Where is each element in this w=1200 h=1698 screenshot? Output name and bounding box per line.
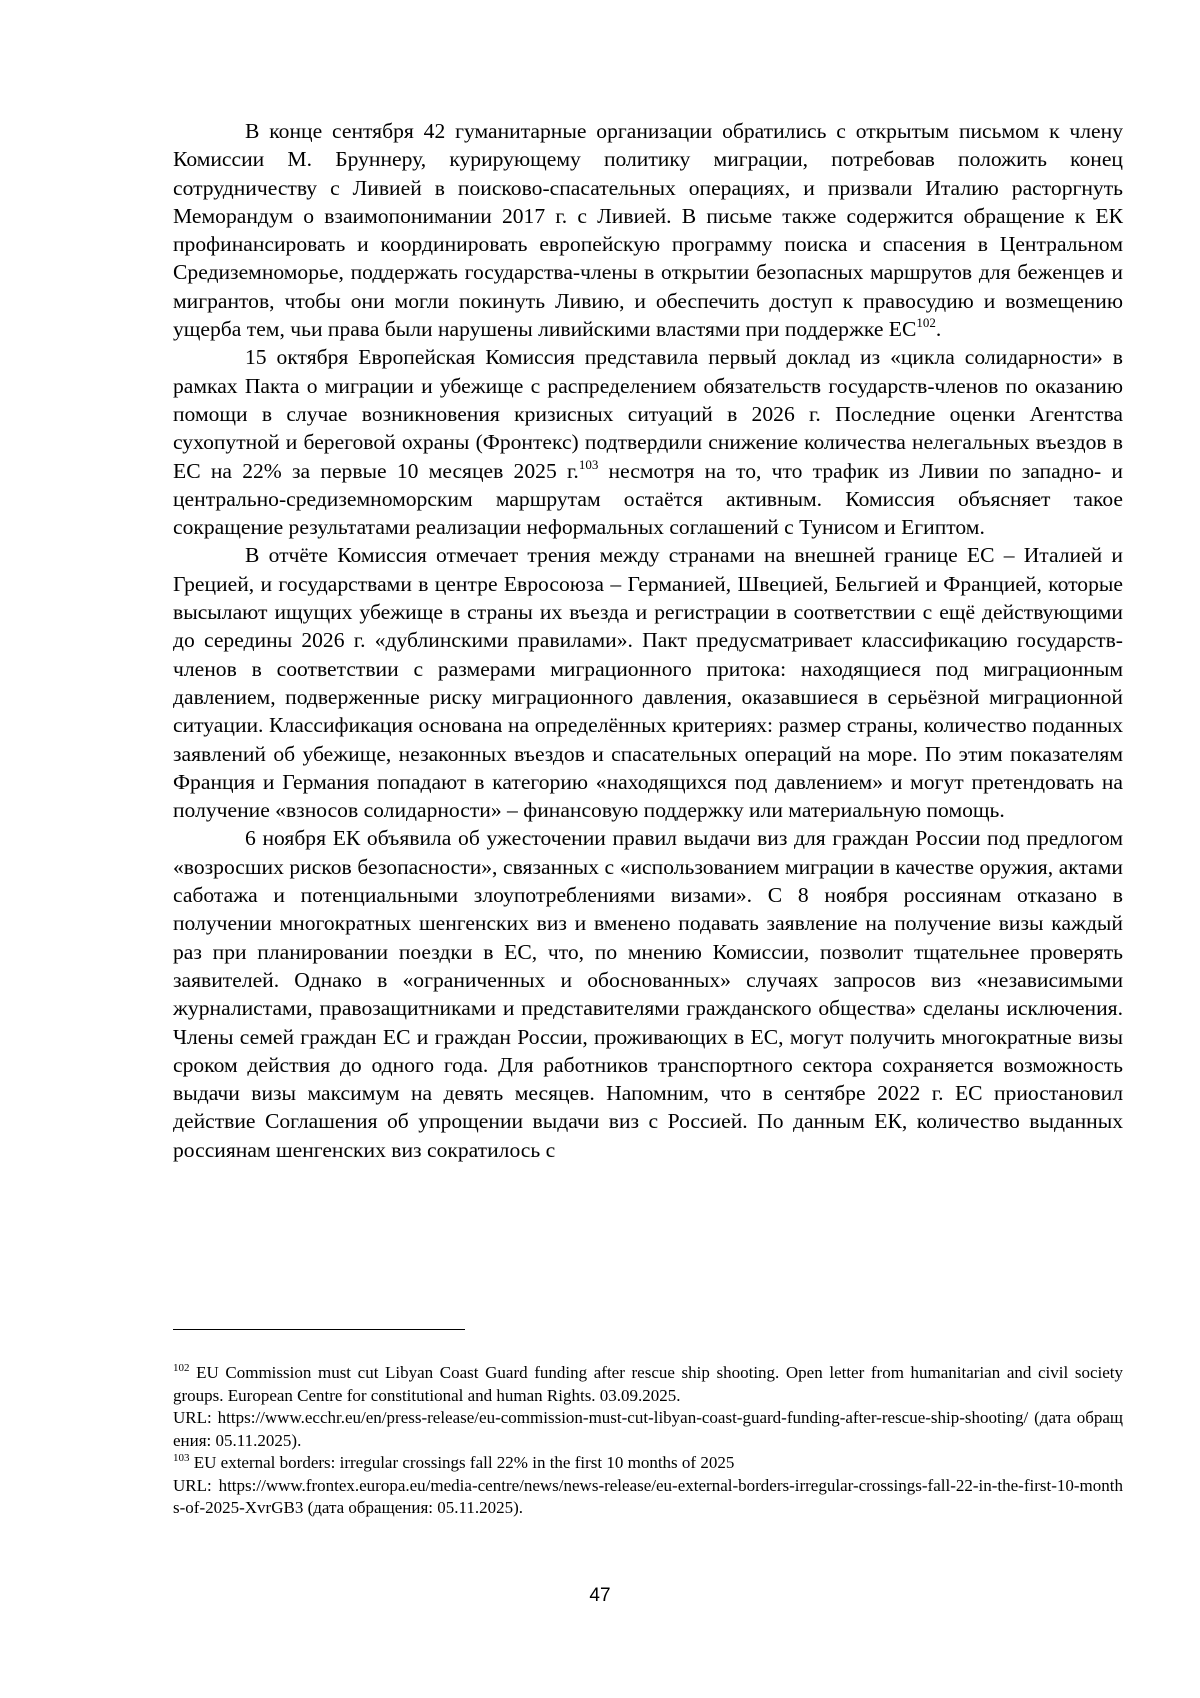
paragraph-3 (173, 541, 1123, 824)
footnote-separator (173, 1329, 465, 1330)
footnote-text: EU Commission must cut Libyan Coast Guard funding after rescue ship shooting. Open letter from humanitarian and civil society groups. European Centre for constitutional and human Rights. 03.09.2025. (173, 1363, 1123, 1405)
footnotes (173, 1362, 1123, 1520)
footnote-103 (173, 1452, 1123, 1475)
page-number: 47 (589, 1585, 611, 1606)
footnote-ref-103[interactable]: 103 (578, 456, 599, 472)
paragraph-text: 15 октября Европейская Комиссия представила первый доклад из «цикла солидарности» в рамках Пакта о миграции и убежище с распределением обязательств государств-членов по оказанию помощи в случае возникновения кризисных ситуаций в 2026 г. Последние оценки Агентства сухопутной и береговой охраны (Фронтекс) подтвердили снижение количества нелегальных въездов в ЕС на 22% за первые 10 месяцев 2025 г. (173, 345, 1123, 483)
paragraph-text-tail: несмотря на то, что трафик из Ливии по западно- и центрально-средиземноморским маршрутам остаётся активным. Комиссия объясняет такое сокращение результатами реализации неформальных соглашений с Тунисом и Египтом. (173, 458, 1123, 540)
footnote-ref-102[interactable]: 102 (916, 315, 936, 331)
paragraph-text: В конце сентября 42 гуманитарные организации обратились с открытым письмом к члену Комиссии М. Бруннеру, курирующему политику миграции, потребовав положить конец сотрудничеству с Ливией в поисково-спасательных операциях, и призвали Италию расторгнуть Меморандум о взаимопонимании 2017 г. с Ливией. В письме также содержится обращение к ЕК профинансировать и координировать европейскую программу поиска и спасения в Центральном Средиземноморье, поддержать государства-члены в открытии безопасных маршрутов для беженцев и мигрантов, чтобы они могли покинуть Ливию, и обеспечить доступ к правосудию и возмещению ущерба тем, чьи права были нарушены ливийскими властями при поддержке ЕС (173, 119, 1123, 342)
footnote-text: EU external borders: irregular crossings fall 22% in the first 10 months of 2025 (189, 1453, 735, 1472)
paragraph-text: В отчёте Комиссия отмечает трения между странами на внешней границе ЕС – Италией и Грецией, и государствами в центре Евросоюза – Германией, Швецией, Бельгией и Францией, которые высылают ищущих убежище в страны их въезда и регистрации в соответствии с ещё действующими до середины 2026 г. «дублинскими правилами». Пакт предусматривает классификацию государств-членов в соответствии с размерами миграционного притока: находящиеся под миграционным давлением, подверженные риску миграционного давления, оказавшиеся в серьёзной миграционной ситуации. Классификация основана на определённых критериях: размер страны, количество поданных заявлений об убежище, незаконных въездов и спасательных операций на море. По этим показателям Франция и Германия попадают в категорию «находящихся под давлением» и могут претендовать на получение «взносов солидарности» – финансовую поддержку или материальную помощь. (173, 543, 1123, 823)
main-text (173, 117, 1123, 1164)
paragraph-4 (173, 824, 1123, 1164)
footnote-102 (173, 1362, 1123, 1407)
footnote-102-url[interactable]: URL: https://www.ecchr.eu/en/press-release/eu-commission-must-cut-libyan-coast-guard-funding-after-rescue-ship-shooting/ (дата обращения: 05.11.2025). (173, 1408, 1123, 1450)
paragraph-2 (173, 343, 1123, 541)
footnote-number: 103 (173, 1452, 190, 1464)
paragraph-text: 6 ноября ЕК объявила об ужесточении правил выдачи виз для граждан России под предлогом «возросших рисков безопасности», связанных с «использованием миграции в качестве оружия, актами саботажа и потенциальными злоупотреблениями визами». С 8 ноября россиянам отказано в получении многократных шенгенских виз и вменено подавать заявление на получение визы каждый раз при планировании поездки в ЕС, что, по мнению Комиссии, позволит тщательнее проверять заявителей. Однако в «ограниченных и обоснованных» случаях запросов виз «независимыми журналистами, правозащитниками и представителями гражданского общества» сделаны исключения. Члены семей граждан ЕС и граждан России, проживающих в ЕС, могут получить многократные визы сроком действия до одного года. Для работников транспортного сектора сохраняется возможность выдачи визы максимум на девять месяцев. Напомним, что в сентябре 2022 г. ЕС приостановил действие Соглашения об упрощении выдачи виз с Россией. По данным ЕК, количество выданных россиянам шенгенских виз сократилось с (173, 826, 1123, 1162)
footnote-103-url[interactable]: URL: https://www.frontex.europa.eu/media-centre/news/news-release/eu-external-borders-irregular-crossings-fall-22-in-the-first-10-months-of-2025-XvrGB3 (дата обращения: 05.11.2025). (173, 1475, 1123, 1517)
footnote-number: 102 (173, 1362, 190, 1374)
paragraph-1 (173, 117, 1123, 343)
paragraph-text-tail: . (935, 317, 942, 342)
